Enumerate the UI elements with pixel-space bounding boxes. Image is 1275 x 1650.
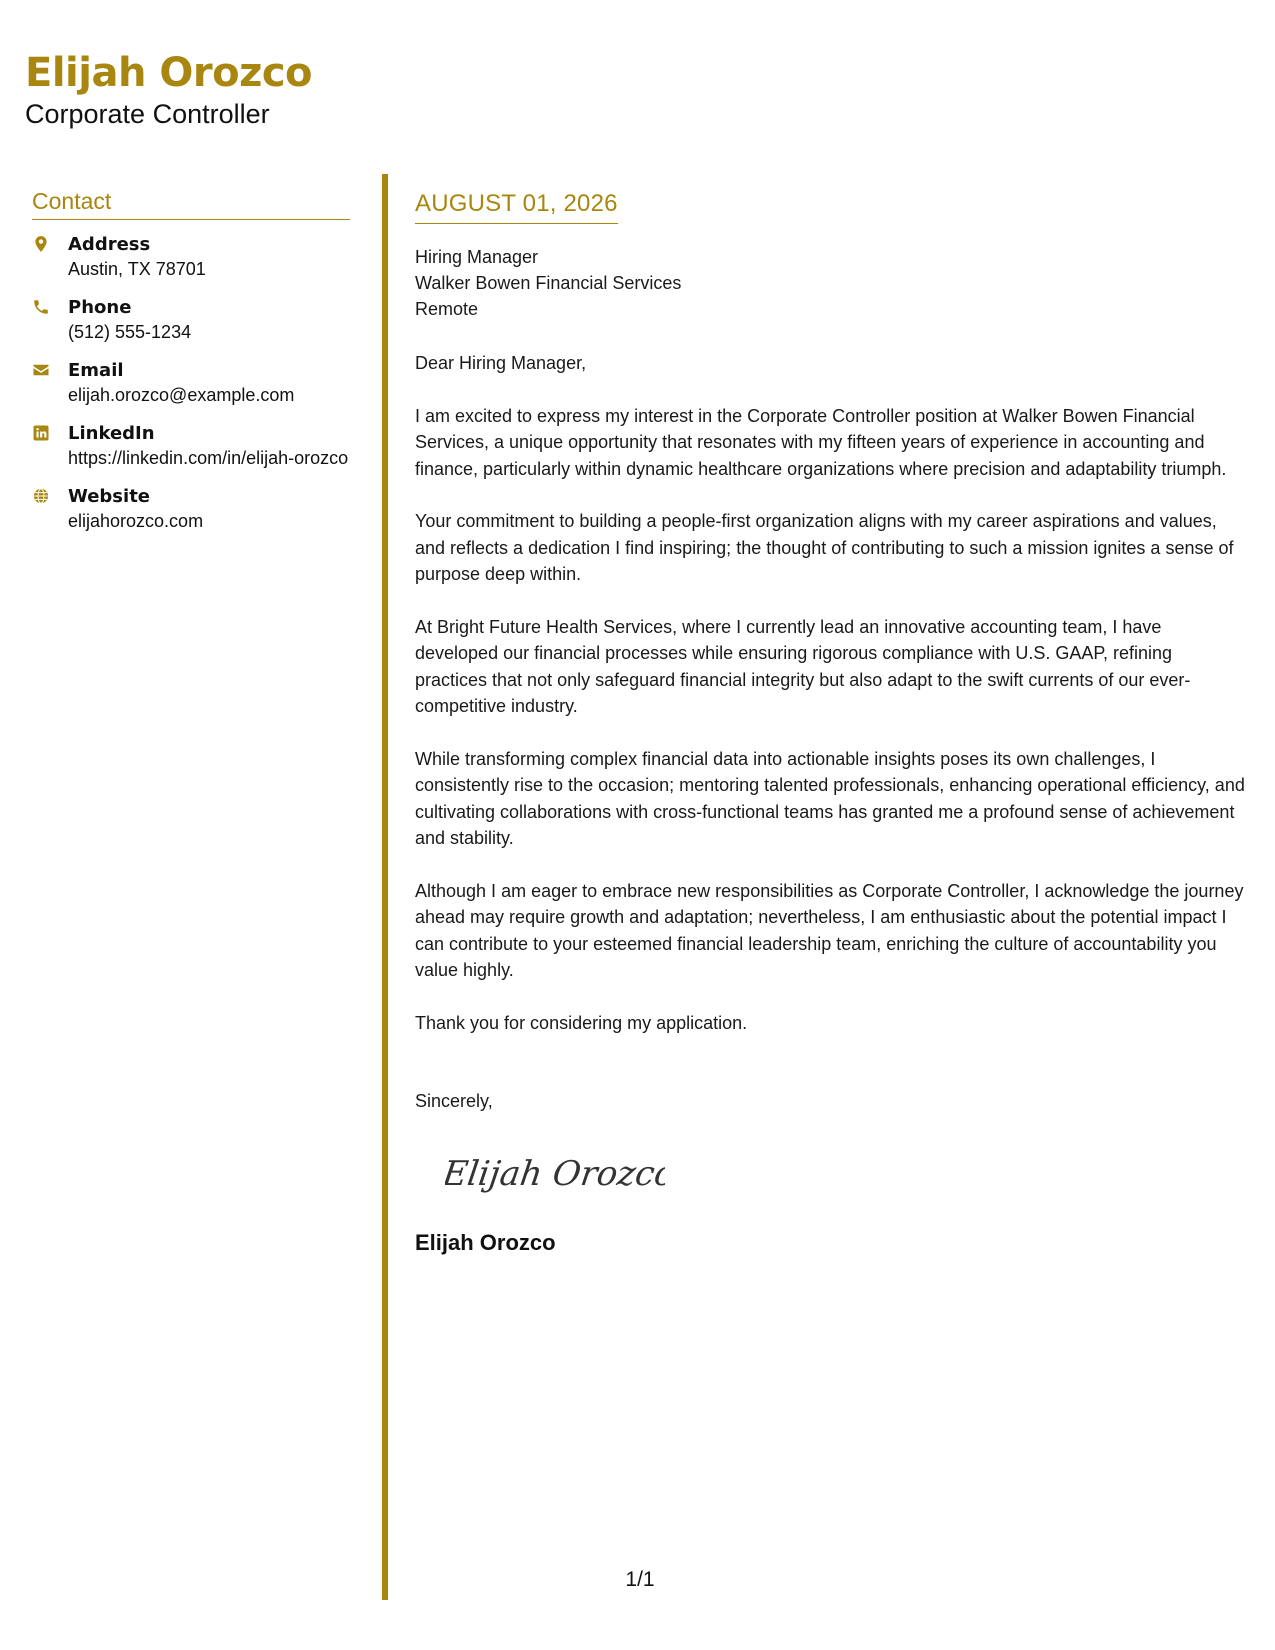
paragraph-4: While transforming complex financial data into actionable insights poses its own challenges, I consistently rise to the occasion; mentoring talented professionals, enhancing operational efficiency, and cultivating collaborations with cross-functional teams has granted me a profound sense of achievement and stability. xyxy=(415,748,1245,848)
paragraph-1: I am excited to express my interest in the Corporate Controller position at Walker Bowen Financial Services, a unique opportunity that resonates with my fifteen years of experience in accounting and finance, particularly within dynamic healthcare organizations where precision and adaptability triumph. xyxy=(415,405,1227,479)
applicant-name: Elijah Orozco xyxy=(25,50,313,96)
globe-icon xyxy=(32,484,68,534)
signer-name: Elijah Orozco xyxy=(415,1229,556,1255)
paragraph-thanks: Thank you for considering my application. xyxy=(415,1012,748,1033)
header xyxy=(25,48,312,130)
recipient-name: Hiring Manager xyxy=(415,247,539,267)
email-value: elijah.orozco@example.com xyxy=(68,385,295,405)
contact-label: LinkedIn xyxy=(68,423,155,444)
recipient-location: Remote xyxy=(415,299,479,319)
phone-value: (512) 555-1234 xyxy=(68,322,192,342)
contact-label: Phone xyxy=(68,297,132,318)
contact-label: Website xyxy=(68,486,151,507)
page-number: 1/1 xyxy=(625,1568,655,1591)
contact-list xyxy=(32,232,350,534)
letter-date: AUGUST 01, 2026 xyxy=(415,190,618,224)
linkedin-value: https://linkedin.com/in/elijah-orozco xyxy=(68,448,349,468)
contact-item-email xyxy=(32,358,350,408)
salutation: Dear Hiring Manager, xyxy=(415,353,587,373)
paragraph-3: At Bright Future Health Services, where I currently lead an innovative accounting team, I have developed our financial processes while ensuring rigorous compliance with U.S. GAAP, refining practices that not only safeguard financial integrity but also adapt to the swift currents of our ever-competitive industry. xyxy=(415,616,1191,716)
closing: Sincerely, xyxy=(415,1091,493,1111)
website-value: elijahorozco.com xyxy=(68,511,204,531)
contact-label: Address xyxy=(68,234,151,255)
vertical-divider xyxy=(382,174,388,1600)
envelope-icon xyxy=(32,358,68,408)
address-value: Austin, TX 78701 xyxy=(68,259,206,279)
recipient-block xyxy=(415,244,1247,322)
map-pin-icon xyxy=(32,232,68,282)
contact-item-website xyxy=(32,484,350,534)
paragraph-2: Your commitment to building a people-first organization aligns with my career aspirations and values, and reflects a dedication I find inspiring; the thought of contributing to such a mission ignites a sense of purpose deep within. xyxy=(415,511,1234,584)
contact-item-address xyxy=(32,232,350,282)
recipient-company: Walker Bowen Financial Services xyxy=(415,273,682,293)
handwritten-signature xyxy=(445,1145,665,1201)
signature-text: Elijah Orozco xyxy=(445,1153,665,1194)
job-title: Corporate Controller xyxy=(25,99,270,129)
contact-item-phone xyxy=(32,295,350,345)
contact-item-linkedin xyxy=(32,421,350,471)
linkedin-icon xyxy=(32,421,68,471)
contact-label: Email xyxy=(68,360,124,381)
paragraph-5: Although I am eager to embrace new responsibilities as Corporate Controller, I acknowledge the journey ahead may require growth and adaptation; nevertheless, I am enthusiastic about the potential impact I can contribute to your esteemed financial leadership team, enriching the culture of accountability you value highly. xyxy=(415,880,1244,980)
letter-body xyxy=(415,190,1247,1256)
contact-sidebar xyxy=(32,188,350,547)
phone-icon xyxy=(32,295,68,345)
contact-heading: Contact xyxy=(32,188,350,220)
